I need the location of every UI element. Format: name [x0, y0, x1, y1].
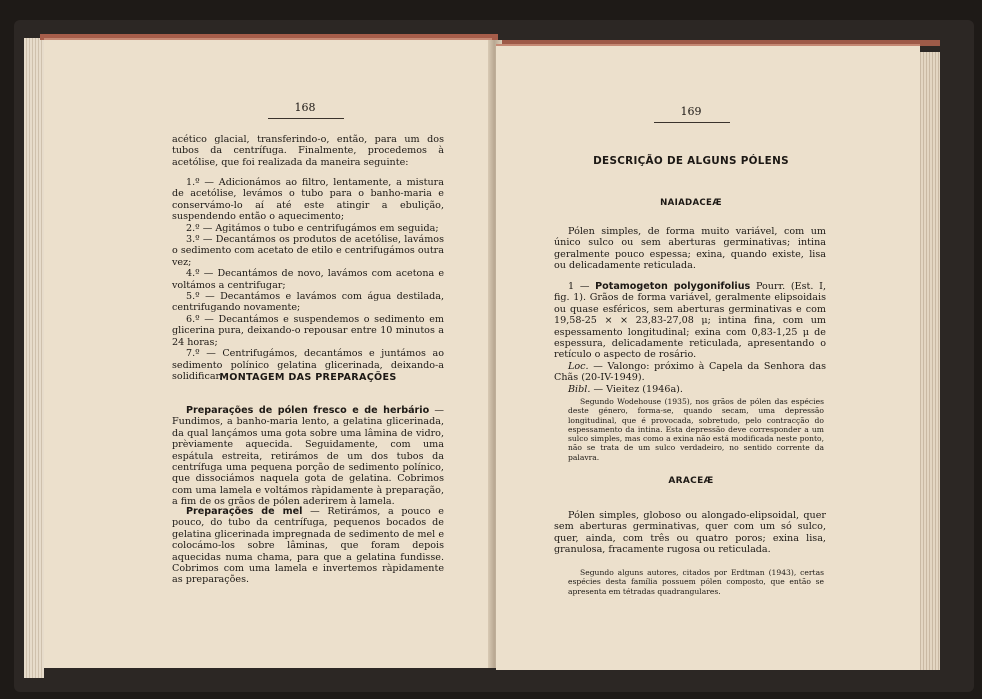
- bibl-text: — Vieitez (1946a).: [590, 383, 683, 395]
- step-item: 5.º — Decantámos e lavámos com água destilada, centrifugando novamente;: [172, 291, 444, 314]
- paragraph-fresh-pollen-text: — Fundimos, a banho-maria lento, a gelatina glicerinada, da qual lançámos uma gota sobre uma lâmina de vidro, prèviamente aquecida. Seguidamente, com uma espátula estreita, retirámos de um dos tubos da centrífuga uma pequena porção de sedimento polínico, que dissociámos naquela gota de gelatina. Cobrimos com uma lamela e voltámos ràpidamente à preparação, a fim de os grãos de pólen aderirem à lamela.: [172, 405, 444, 508]
- left-page: [44, 38, 492, 668]
- footnote-wodehouse: Segundo Wodehouse (1935), nos grãos de pólen das espécies deste género, forma-se, quando secam, uma depressão longitudinal, que é provocada, sobretudo, pelo contracção do espessamento da intina. Esta depressão deve corresponder a um sulco simples, mas como a exina não está modificada neste ponto, não se trata de um sulco verdadeiro, no sentido corrente da palavra.: [568, 397, 824, 462]
- family-desc-naiadaceae-text: Pólen simples, de forma muito variável, com um único sulco ou sem aberturas germinativas; intina geralmente pouco espessa; exina, quando existe, lisa ou delicadamente reticulada.: [554, 226, 826, 272]
- right-page: [496, 44, 920, 670]
- step-item: 3.º — Decantámos os produtos de acetólise, lavámos o sedimento com acetato de etilo e centrifugámos outra vez;: [172, 234, 444, 268]
- family-desc-araceae-text: Pólen simples, globoso ou alongado-elipsoidal, quer sem aberturas germinativas, quer com um só sulco, quer, ainda, com três ou quatro poros; exina lisa, granulosa, fracamente rugosa ou reticulada.: [554, 510, 826, 556]
- loc-label: Loc.: [568, 360, 589, 372]
- right-page-number-rule: [654, 122, 730, 123]
- species-name: Potamogeton polygonifolius: [595, 281, 751, 292]
- loc-text: — Valongo: próximo à Capela da Senhora das Chãs (20-IV-1949).: [554, 360, 826, 384]
- step-item: 4.º — Decantámos de novo, lavámos com acetona e voltámos a centrifugar;: [172, 268, 444, 291]
- family-title-naiadaceae: NAIADACEÆ: [660, 198, 722, 208]
- step-item: 2.º — Agitámos o tubo e centrifugámos em seguida;: [186, 222, 439, 234]
- step-item: 1.º — Adicionámos ao filtro, lentamente, a mistura de acetólise, levámos o tubo para o banho-maria e conservámo-lo aí até este atingir a ebulição, suspendendo então o aquecimento;: [172, 177, 444, 223]
- paragraph-honey-lead: Preparações de mel: [186, 506, 303, 517]
- section-title: MONTAGEM DAS PREPARAÇÕES: [219, 372, 397, 383]
- family-desc-naiadaceae: [554, 226, 826, 272]
- page-edges-left: [24, 38, 44, 678]
- left-page-number-rule: [268, 118, 344, 119]
- intro-paragraph: acético glacial, transferindo-o, então, para um dos tubos da centrífuga. Finalmente, procedemos à acetólise, que foi realizada da maneira seguinte:: [172, 134, 444, 168]
- species-author: Pourr. (Est. I, fig. 1).: [554, 281, 826, 304]
- paragraph-fresh-pollen: [172, 405, 444, 508]
- paragraph-honey-text: — Retirámos, a pouco e pouco, do tubo da centrífuga, pequenos bocados de gelatina glicerinada impregnada de sedimento de mel e colocámo-los sobre lâminas, que foram depois aquecidas numa chama, para que a gelatina fundisse. Cobrimos com uma lamela e invertemos ràpidamente as preparações.: [172, 506, 444, 586]
- paragraph-fresh-pollen-lead: Preparações de pólen fresco e de herbário: [186, 405, 430, 416]
- footnote-erdtman: Segundo alguns autores, citados por Erdtman (1943), certas espécies desta família possuem pólen composto, que então se apresenta em tétradas quadrangulares.: [568, 568, 824, 596]
- page-edges-right: [918, 52, 940, 670]
- main-title: DESCRIÇÃO DE ALGUNS PÓLENS: [593, 155, 789, 167]
- species-number: 1 —: [568, 281, 596, 292]
- steps-list: [172, 177, 444, 382]
- species-description: Grãos de forma variável, geralmente elipsoidais ou quase esféricos, sem aberturas germinativas e com 19,58-25 × × 23,83-27,08 μ; intina fina, com um espessamento longitudinal; exina com 0,83-1,25 μ de espessura, delicadamente reticulada, apresentando o retículo o aspecto de rosário.: [554, 292, 826, 361]
- left-page-number: 168: [294, 101, 316, 114]
- family-desc-araceae: [554, 510, 826, 556]
- family-title-araceae: ARACEÆ: [668, 476, 714, 486]
- paragraph-honey: [172, 506, 444, 586]
- right-page-number: 169: [680, 105, 702, 118]
- step-item: 7.º — Centrifugámos, decantámos e juntámos ao sedimento polínico gelatina glicerinada, deixando-a solidificar.: [172, 348, 444, 382]
- species-entry: [554, 281, 826, 395]
- bibl-label: Bibl.: [568, 383, 591, 395]
- left-intro-block: [172, 134, 444, 168]
- step-item: 6.º — Decantámos e suspendemos o sedimento em glicerina pura, deixando-o repousar entre 10 minutos a 24 horas;: [172, 313, 444, 348]
